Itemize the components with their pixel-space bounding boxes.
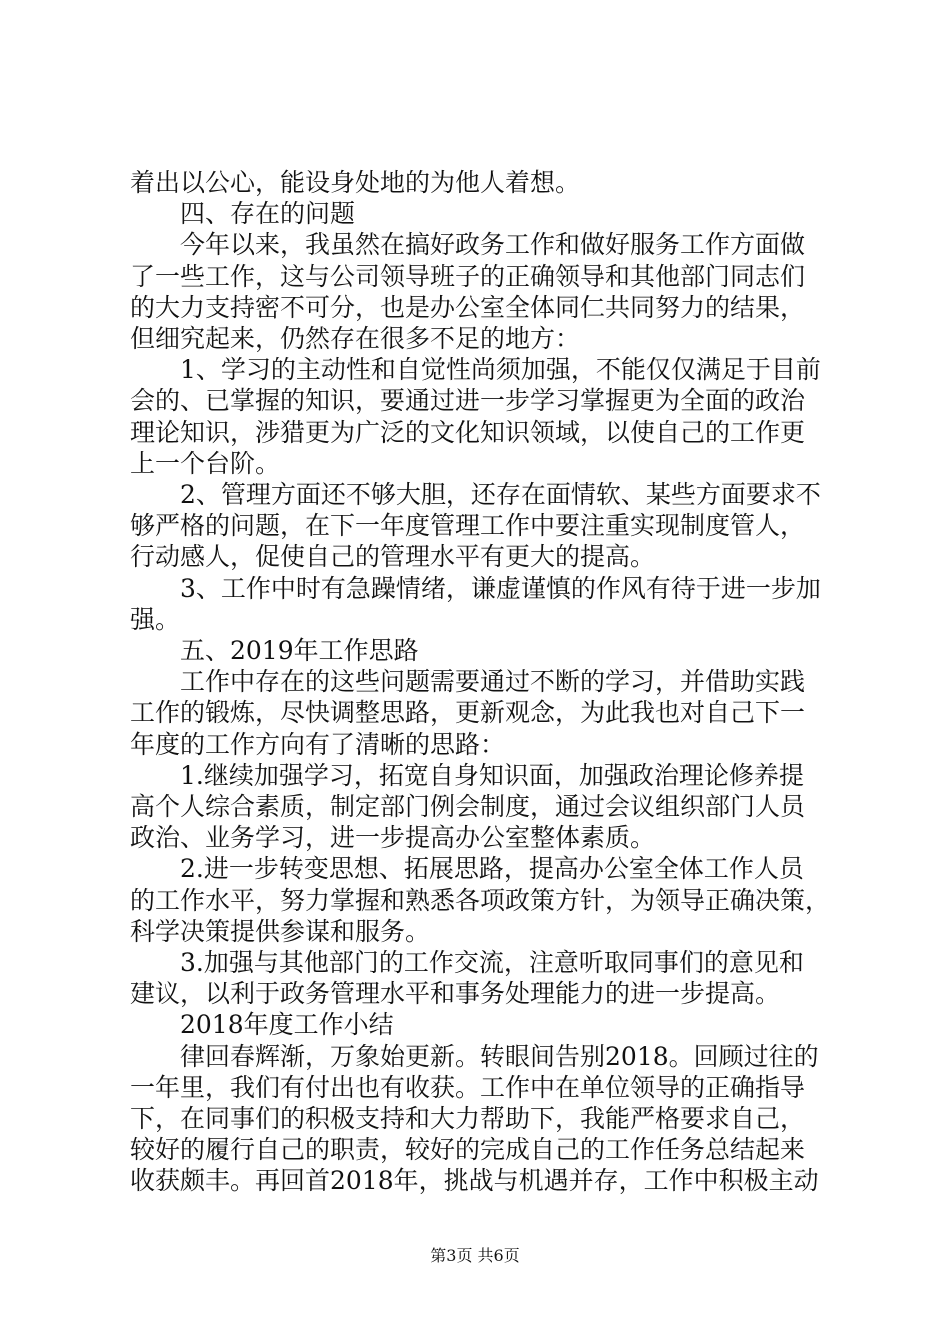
body-line: 的大力支持密不可分，也是办公室全体同仁共同努力的结果， bbox=[130, 292, 806, 322]
body-line: 工作的锻炼，尽快调整思路，更新观念，为此我也对自己下一 bbox=[130, 698, 806, 728]
body-line: 收获颇丰。再回首2018年，挑战与机遇并存，工作中积极主动 bbox=[130, 1166, 819, 1196]
body-line: 会的、已掌握的知识，要通过进一步学习掌握更为全面的政治 bbox=[130, 386, 806, 416]
list-item-line: 3、工作中时有急躁情绪，谦虚谨慎的作风有待于进一步加 bbox=[180, 573, 821, 603]
body-line: 较好的履行自己的职责，较好的完成自己的工作任务总结起来 bbox=[130, 1135, 806, 1165]
list-item-line: 1.继续加强学习，拓宽自身知识面，加强政治理论修养提 bbox=[180, 760, 804, 790]
list-item-line: 1、学习的主动性和自觉性尚须加强，不能仅仅满足于目前 bbox=[180, 355, 821, 385]
section-heading: 五、2019年工作思路 bbox=[180, 636, 419, 665]
body-line: 科学决策提供参谋和服务。 bbox=[130, 916, 431, 946]
body-line: 政治、业务学习，进一步提高办公室整体素质。 bbox=[130, 823, 656, 853]
body-line: 律回春辉渐，万象始更新。转眼间告别2018。回顾过往的 bbox=[180, 1041, 819, 1071]
body-line: 工作中存在的这些问题需要通过不断的学习，并借助实践 bbox=[180, 667, 806, 697]
list-item-line: 3.加强与其他部门的工作交流，注意听取同事们的意见和 bbox=[180, 948, 804, 977]
body-line: 年度的工作方向有了清晰的思路： bbox=[130, 729, 506, 759]
body-line: 了一些工作，这与公司领导班子的正确领导和其他部门同志们 bbox=[130, 261, 806, 291]
body-line: 的工作水平，努力掌握和熟悉各项政策方针，为领导正确决策， bbox=[130, 885, 831, 915]
body-line: 今年以来，我虽然在搞好政务工作和做好服务工作方面做 bbox=[180, 230, 806, 260]
section-heading: 四、存在的问题 bbox=[180, 199, 356, 229]
body-line: 理论知识，涉猎更为广泛的文化知识领域，以使自己的工作更 bbox=[130, 417, 806, 447]
body-line: 高个人综合素质，制定部门例会制度，通过会议组织部门人员 bbox=[130, 792, 806, 821]
body-line: 一年里，我们有付出也有收获。工作中在单位领导的正确指导 bbox=[130, 1072, 806, 1102]
list-item-line: 2、管理方面还不够大胆，还存在面情软、某些方面要求不 bbox=[180, 480, 821, 509]
body-line: 够严格的问题，在下一年度管理工作中要注重实现制度管人， bbox=[130, 511, 806, 541]
body-line: 上一个台阶。 bbox=[130, 448, 281, 478]
section-heading: 2018年度工作小结 bbox=[180, 1010, 394, 1040]
body-line: 着出以公心，能设身处地的为他人着想。 bbox=[130, 168, 581, 197]
body-line: 但细究起来，仍然存在很多不足的地方： bbox=[130, 324, 581, 353]
body-line: 行动感人，促使自己的管理水平有更大的提高。 bbox=[130, 542, 656, 572]
page-number: 第3页 共6页 bbox=[430, 1246, 520, 1265]
body-line: 建议，以利于政务管理水平和事务处理能力的进一步提高。 bbox=[130, 979, 781, 1009]
list-item-line: 2.进一步转变思想、拓展思路，提高办公室全体工作人员 bbox=[180, 854, 804, 884]
body-line: 强。 bbox=[130, 604, 181, 634]
body-line: 下，在同事们的积极支持和大力帮助下，我能严格要求自己， bbox=[130, 1104, 806, 1133]
